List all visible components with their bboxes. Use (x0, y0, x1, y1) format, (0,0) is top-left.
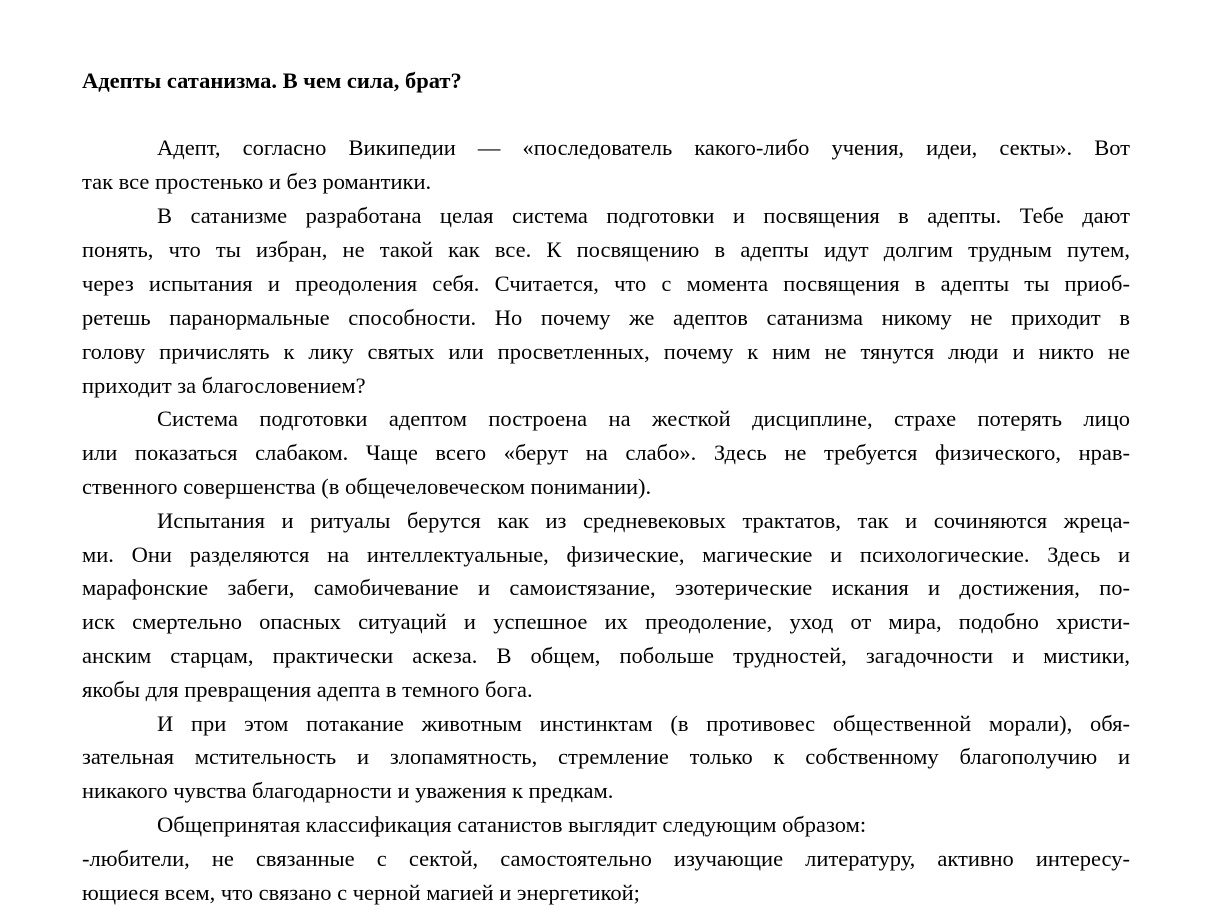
text-line: иск смертельно опасных ситуаций и успешное их преодоление, уход от мира, подобно христи- (82, 609, 1130, 634)
text-line: -любители, не связанные с сектой, самостоятельно изучающие литературу, активно интересу- (82, 846, 1130, 871)
text-line: марафонские забеги, самобичевание и самоистязание, эзотерические искания и достижения, по- (82, 575, 1130, 600)
text-line: Общепринятая классификация сатанистов выглядит следующим образом: (157, 812, 867, 837)
text-line: понять, что ты избран, не такой как все. К посвящению в адепты идут долгим трудным путем, (82, 237, 1130, 262)
text-line: голову причислять к лику святых или просветленных, почему к ним не тянутся люди и никто не (82, 339, 1130, 364)
text-line: анским старцам, практически аскеза. В общем, побольше трудностей, загадочности и мистики, (82, 643, 1130, 668)
text-line: Система подготовки адептом построена на жесткой дисциплине, страхе потерять лицо (157, 406, 1130, 431)
text-line: Адепт, согласно Википедии — «последователь какого-либо учения, идеи, секты». Вот (157, 135, 1130, 160)
text-line: приходит за благословением? (82, 373, 366, 398)
document-title: Адепты сатанизма. В чем сила, брат? (82, 68, 462, 93)
text-line: Испытания и ритуалы берутся как из средневековых трактатов, так и сочиняются жреца- (157, 508, 1130, 533)
text-line: ретешь паранормальные способности. Но почему же адептов сатанизма никому не приходит в (82, 305, 1130, 330)
text-line: В сатанизме разработана целая система подготовки и посвящения в адепты. Тебе дают (157, 203, 1130, 228)
text-line: якобы для превращения адепта в темного бога. (82, 677, 533, 702)
text-line: через испытания и преодоления себя. Считается, что с момента посвящения в адепты ты приоб- (82, 271, 1130, 296)
text-line: или показаться слабаком. Чаще всего «берут на слабо». Здесь не требуется физического, нрав- (82, 440, 1130, 465)
text-line: никакого чувства благодарности и уважения к предкам. (82, 778, 614, 803)
text-line: так все простенько и без романтики. (82, 169, 432, 194)
text-line: ственного совершенства (в общечеловеческом понимании). (82, 474, 652, 499)
text-line: зательная мстительность и злопамятность, стремление только к собственному благополучию и (82, 744, 1130, 769)
text-line: И при этом потакание животным инстинктам (в противовес общественной морали), обя- (157, 711, 1130, 736)
text-line: ми. Они разделяются на интеллектуальные, физические, магические и психологические. Здесь и (82, 542, 1130, 567)
text-line: ющиеся всем, что связано с черной магией и энергетикой; (82, 880, 640, 905)
